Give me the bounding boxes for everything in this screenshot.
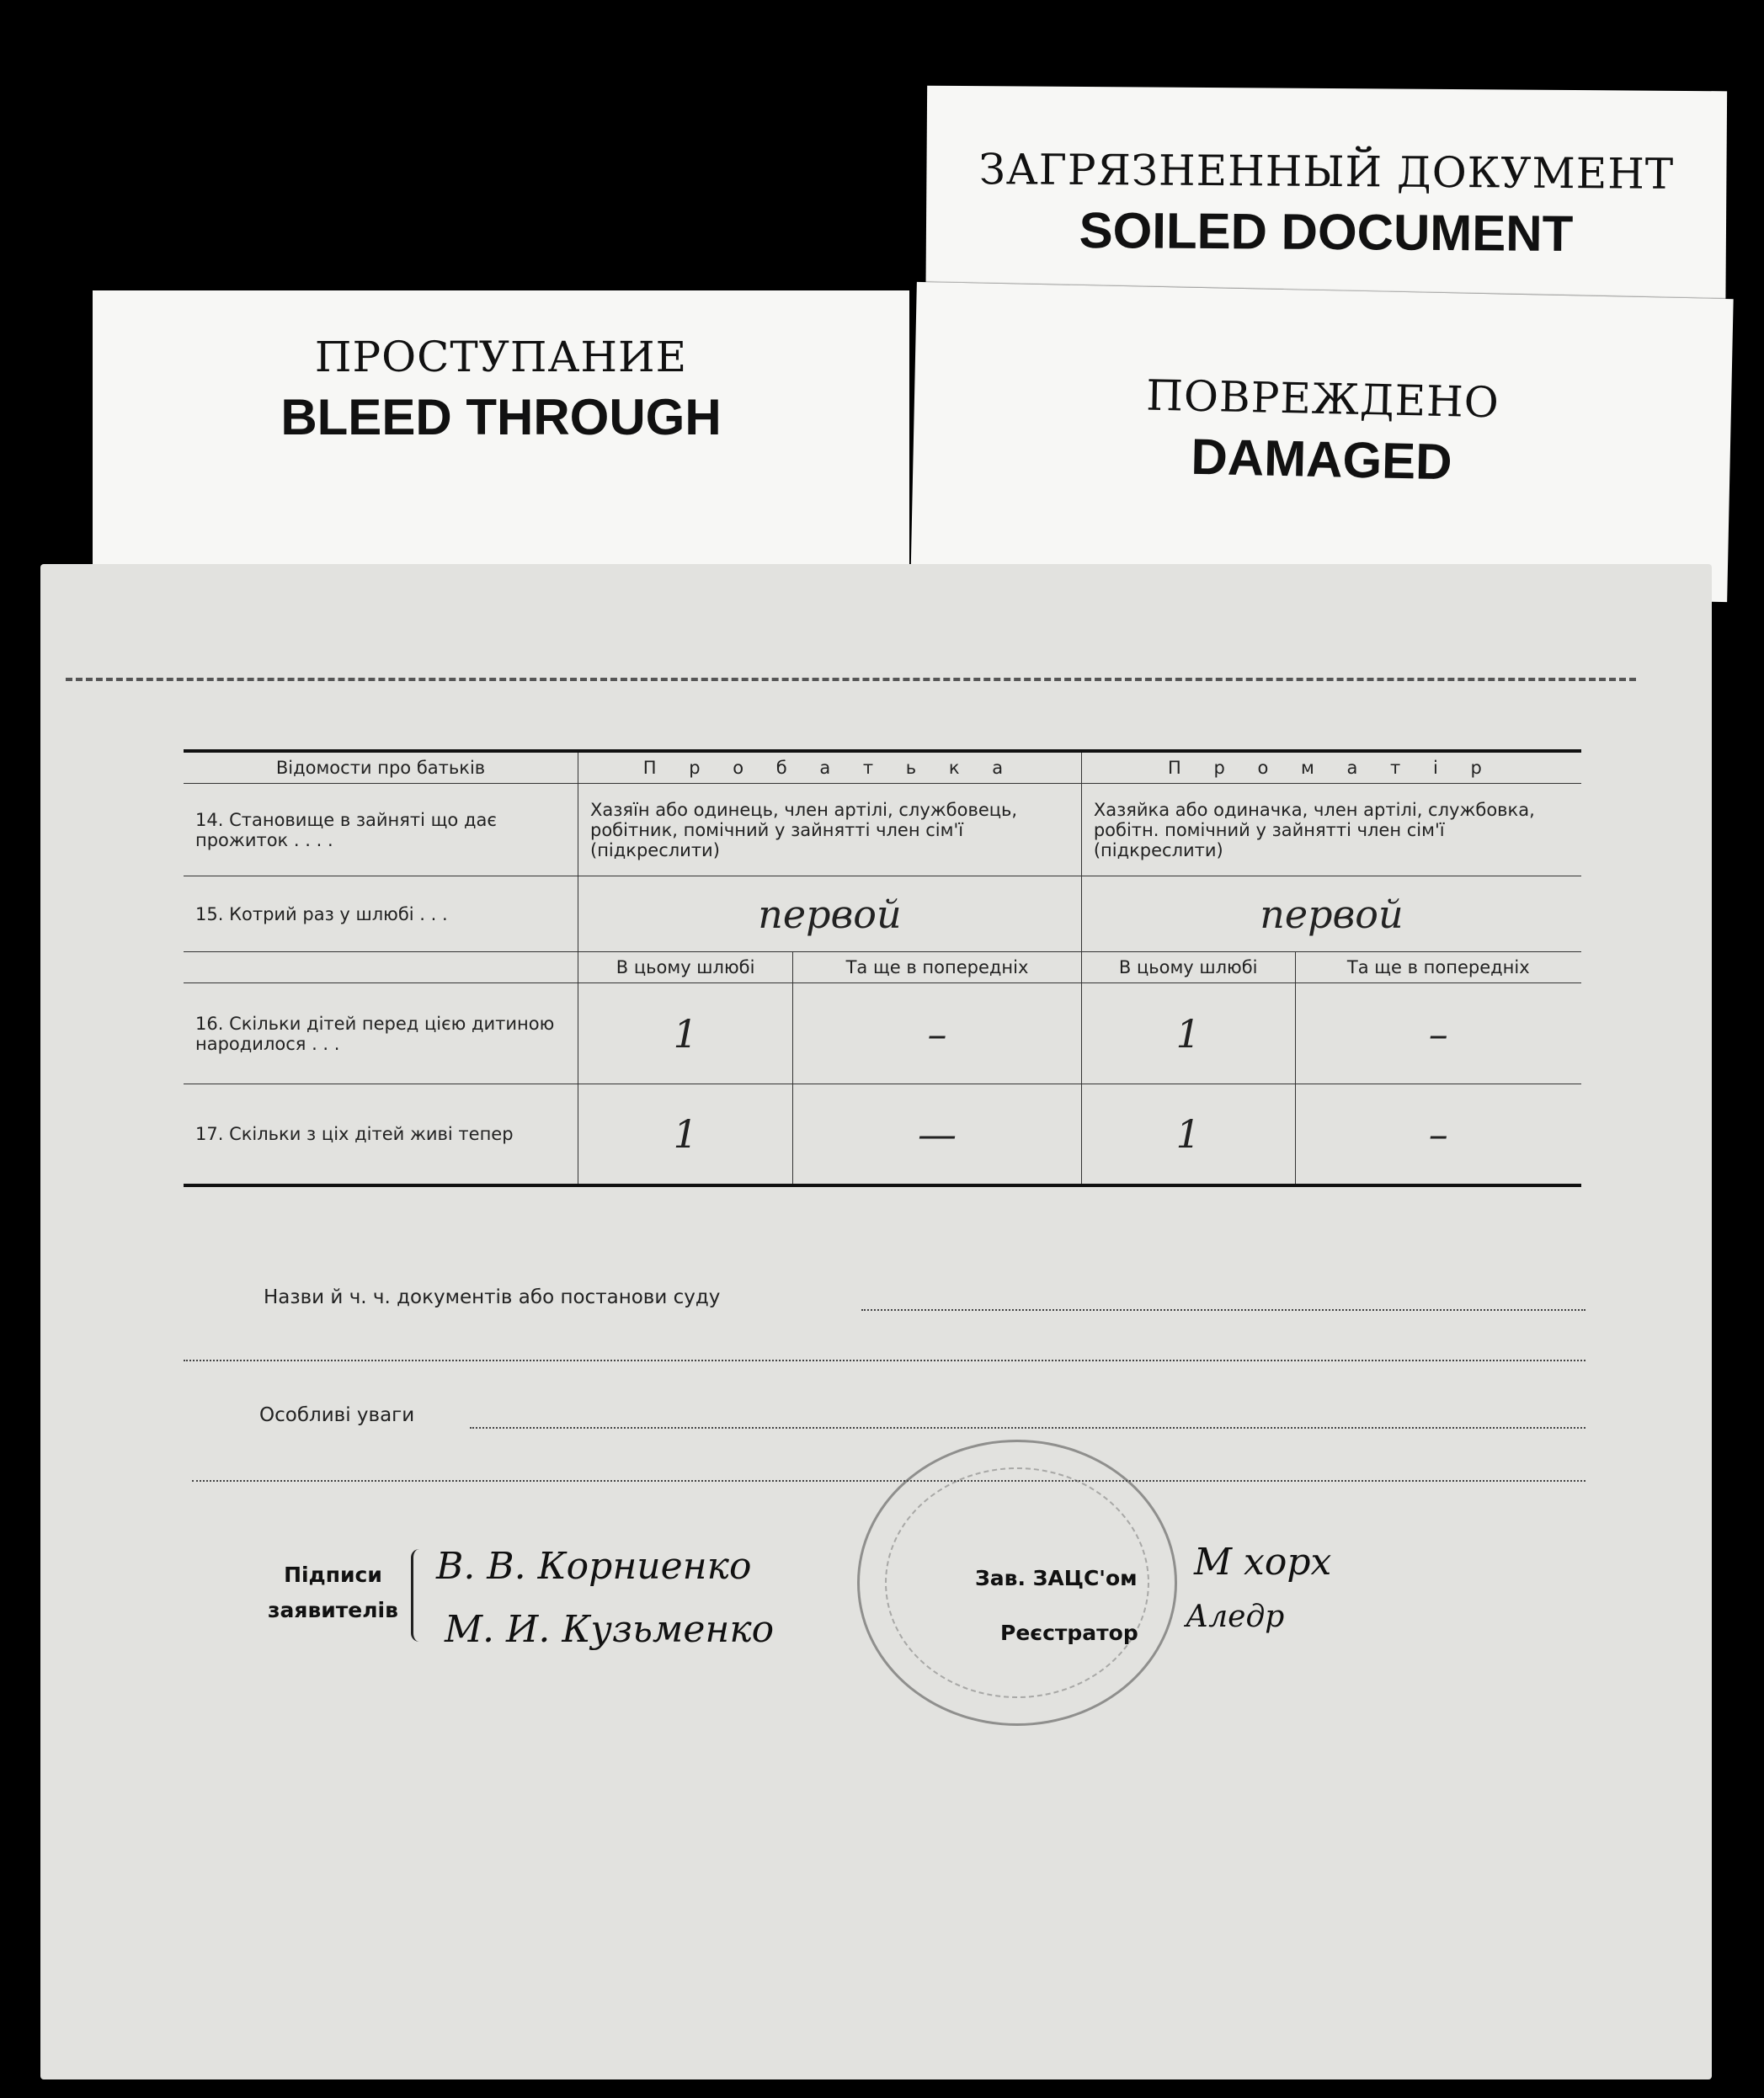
sub-mother-this: В цьому шлюбі	[1081, 952, 1295, 983]
notes-line-1	[470, 1427, 1585, 1429]
brace	[411, 1549, 430, 1642]
bleed-en: BLEED THROUGH	[280, 389, 722, 445]
bleed-ru: ПРОСТУПАНИЕ	[314, 333, 688, 381]
subheader-spacer	[184, 952, 578, 983]
row14-label: 14. Становище в зайняті що дає прожиток . . . .	[184, 784, 578, 876]
row17-mother-prev: –	[1295, 1084, 1581, 1185]
row14-mother: Хазяйка або одиначка, член артілі, службовка, робітн. помічний у зайнятті член сім'ї (підкреслити)	[1081, 784, 1581, 876]
soiled-ru: ЗАГРЯЗНЕННЫЙ ДОКУМЕНТ	[978, 145, 1675, 199]
documents-label: Назви й ч. ч. документів або постанови суду	[264, 1286, 721, 1308]
head-label: Зав. ЗАЦС'ом	[975, 1566, 1138, 1590]
applicants-label-1: Підписи	[284, 1563, 382, 1587]
damaged-label	[910, 282, 1733, 602]
notes-line-2	[192, 1480, 1585, 1482]
applicant-1-signature: В. В. Корниенко	[436, 1545, 752, 1588]
row17-label: 17. Скільки з ціх дітей живі тепер	[184, 1084, 578, 1185]
bleed-through-label	[93, 290, 909, 585]
row16-mother-this: 1	[1081, 983, 1295, 1084]
applicants-signature-label	[268, 1558, 398, 1628]
applicants-label-2: заявителів	[268, 1598, 398, 1622]
damaged-ru: ПОВРЕЖДЕНО	[1145, 370, 1500, 428]
registrar-signature: Аледр	[1186, 1600, 1285, 1634]
row16-mother-prev: –	[1295, 983, 1581, 1084]
damaged-en: DAMAGED	[1190, 428, 1453, 491]
applicant-2-signature: М. И. Кузьменко	[445, 1608, 775, 1651]
header-father: П р о б а т ь к а	[578, 751, 1082, 784]
row15-label: 15. Котрий раз у шлюбі . . .	[184, 876, 578, 952]
documents-line-1	[861, 1309, 1585, 1311]
row15-mother: первой	[1081, 876, 1581, 952]
row17-father-this: 1	[578, 1084, 793, 1185]
sub-father-this: В цьому шлюбі	[578, 952, 793, 983]
row17-mother-this: 1	[1081, 1084, 1295, 1185]
soiled-en: SOILED DOCUMENT	[1079, 201, 1574, 263]
head-signature: М хорх	[1194, 1541, 1332, 1584]
row15-father: первой	[578, 876, 1082, 952]
sub-mother-prev: Та ще в попередніх	[1295, 952, 1581, 983]
sub-father-prev: Та ще в попередніх	[793, 952, 1082, 983]
perforation-line	[66, 678, 1636, 681]
documents-line-2	[184, 1360, 1585, 1361]
document-page	[40, 564, 1712, 2079]
row16-label: 16. Скільки дітей перед цією дитиною народилося . . .	[184, 983, 578, 1084]
parents-info-table	[184, 749, 1581, 1187]
row16-father-this: 1	[578, 983, 793, 1084]
notes-label: Особливі уваги	[259, 1404, 415, 1426]
row14-father: Хазяїн або одинець, член артілі, службовець, робітник, помічний у зайнятті член сім'ї (підкреслити)	[578, 784, 1082, 876]
row17-father-prev: —	[793, 1084, 1082, 1185]
header-mother: П р о м а т і р	[1081, 751, 1581, 784]
row16-father-prev: –	[793, 983, 1082, 1084]
header-info: Відомости про батьків	[184, 751, 578, 784]
registrar-label: Реєстратор	[1000, 1621, 1138, 1645]
